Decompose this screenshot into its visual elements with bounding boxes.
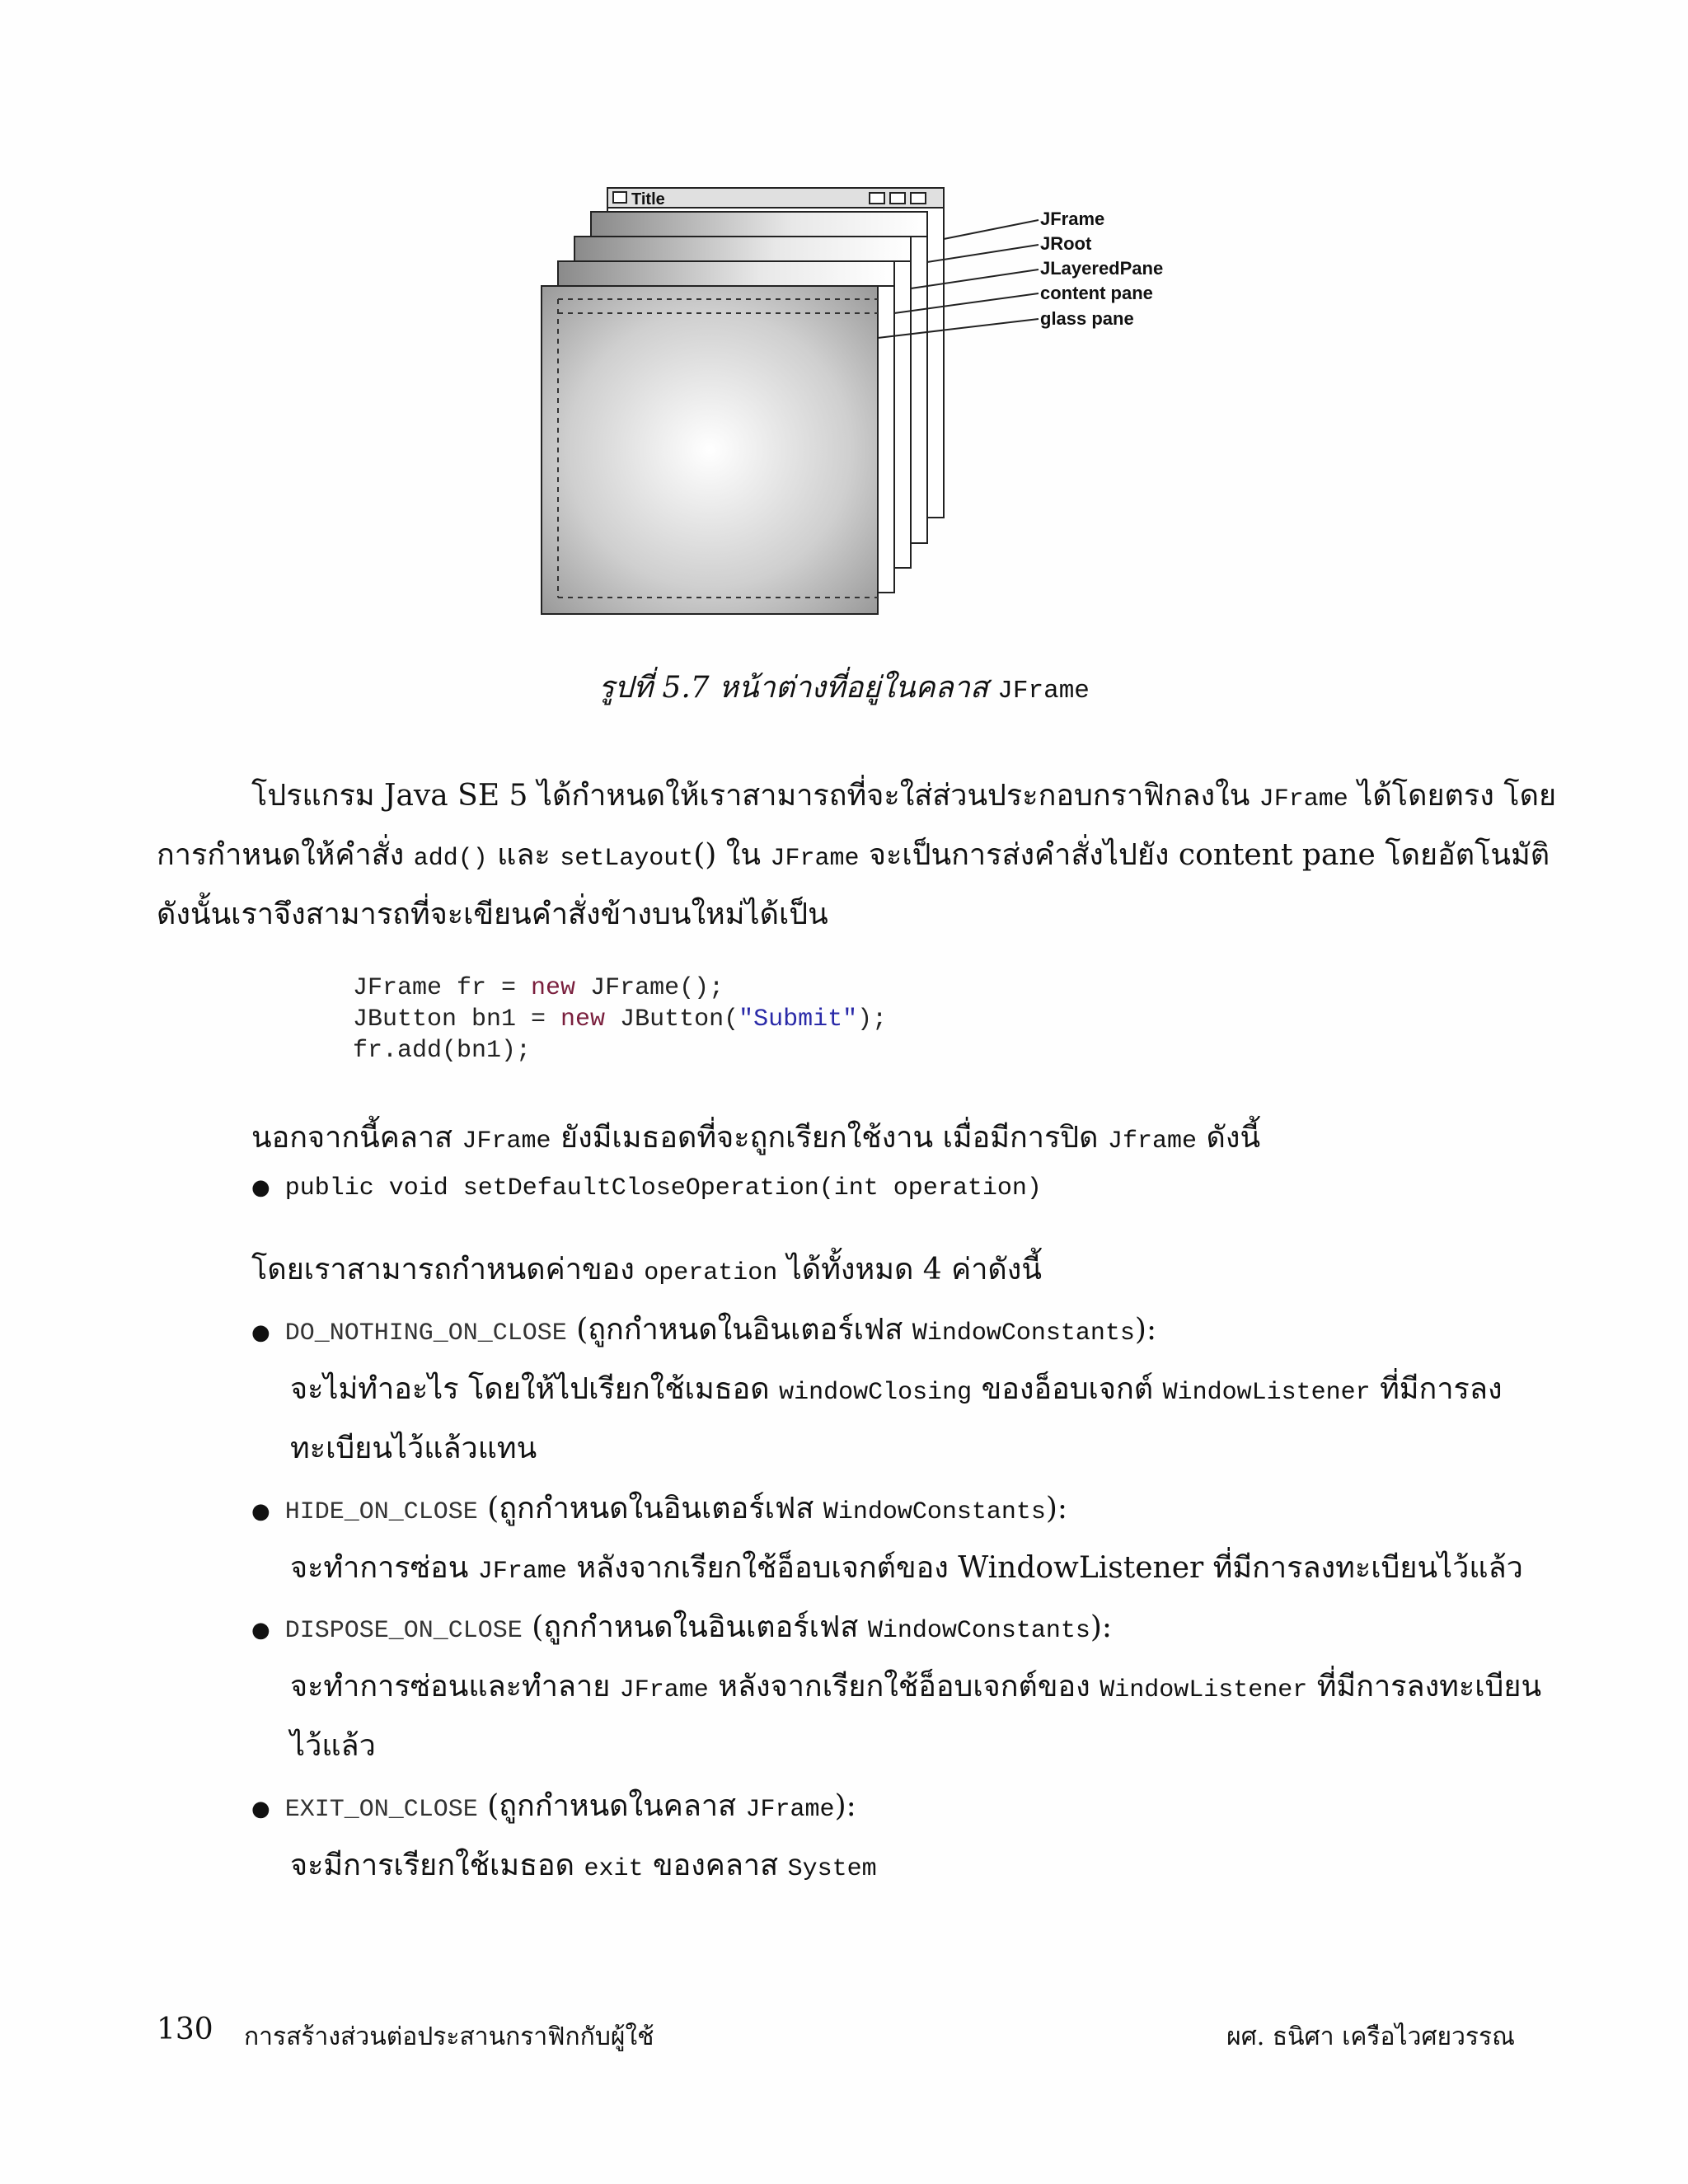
bullet-icon: ● <box>251 1797 270 1821</box>
method-bullet: ● public void setDefaultCloseOperation(int operation) <box>251 1174 1042 1202</box>
code-line-1: JFrame fr = new JFrame(); <box>353 974 724 1002</box>
bullet-icon: ● <box>251 1499 270 1524</box>
jframe-layers-figure <box>528 177 1170 622</box>
option-hide-desc1: จะทำการซ่อน JFrame หลังจากเรียกใช้อ็อบเจกต์ของ WindowListener ที่มีการลงทะเบียนไว้แล้ว <box>290 1551 1523 1586</box>
para1-line1: โปรแกรม Java SE 5 ได้กำหนดให้เราสามารถที่จะใส่ส่วนประกอบกราฟิกลงใน JFrame ได้โดยตรง โดย <box>251 779 1557 813</box>
code-block <box>353 972 887 1066</box>
para1-line3: ดังนั้นเราจึงสามารถที่จะเขียนคำสั่งข้างบนใหม่ได้เป็น <box>157 898 828 931</box>
option-do-nothing-desc1: จะไม่ทำอะไร โดยให้ไปเรียกใช้เมธอด windowClosing ของอ็อบเจกต์ WindowListener ที่มีการลง <box>290 1372 1503 1407</box>
option-exit-desc1: จะมีการเรียกใช้เมธอด exit ของคลาส System <box>290 1849 877 1883</box>
window-title: Title <box>631 190 665 209</box>
option-exit: ● EXIT_ON_CLOSE (ถูกกำหนดในคลาส JFrame): <box>251 1789 856 1824</box>
label-content-pane: content pane <box>1040 283 1153 303</box>
label-glass-pane: glass pane <box>1040 308 1134 329</box>
code-line-3: fr.add(bn1); <box>353 1037 532 1065</box>
option-dispose: ● DISPOSE_ON_CLOSE (ถูกกำหนดในอินเตอร์เฟส WindowConstants): <box>251 1610 1113 1645</box>
page-number: 130 <box>157 2013 213 2046</box>
footer-book-title: การสร้างส่วนต่อประสานกราฟิกกับผู้ใช้ <box>244 2022 654 2051</box>
glass-pane <box>542 286 878 614</box>
code-line-2: JButton bn1 = new JButton("Submit"); <box>353 1005 888 1033</box>
bullet-icon: ● <box>251 1320 270 1345</box>
option-hide: ● HIDE_ON_CLOSE (ถูกกำหนดในอินเตอร์เฟส WindowConstants): <box>251 1492 1068 1526</box>
bullet-icon: ● <box>251 1175 270 1200</box>
maximize-icon <box>890 193 905 204</box>
figure-caption: รูปที่ 5.7 หน้าต่างที่อยู่ในคลาส JFrame <box>598 671 1090 705</box>
option-dispose-desc1: จะทำการซ่อนและทำลาย JFrame หลังจากเรียกใช้อ็อบเจกต์ของ WindowListener ที่มีการลงทะเบียน <box>290 1670 1542 1704</box>
option-do-nothing-desc2: ทะเบียนไว้แล้วแทน <box>290 1432 537 1465</box>
para2: นอกจากนี้คลาส JFrame ยังมีเมธอดที่จะถูกเรียกใช้งาน เมื่อมีการปิด Jframe ดังนี้ <box>251 1121 1261 1155</box>
minimize-icon <box>870 193 884 204</box>
label-jframe: JFrame <box>1040 209 1105 229</box>
para1-line2: การกำหนดให้คำสั่ง add() และ setLayout() ใน JFrame จะเป็นการส่งคำสั่งไปยัง content pane โดยอัตโนมัติ <box>157 838 1550 873</box>
para3: โดยเราสามารถกำหนดค่าของ operation ได้ทั้งหมด 4 ค่าดังนี้ <box>251 1253 1042 1287</box>
option-dispose-desc2: ไว้แล้ว <box>290 1729 376 1763</box>
label-jroot: JRoot <box>1040 233 1092 254</box>
close-icon <box>911 193 926 204</box>
footer-author: ผศ. ธนิศา เครือไวศยวรรณ <box>1226 2022 1515 2051</box>
bullet-icon: ● <box>251 1618 270 1643</box>
label-jlayeredpane: JLayeredPane <box>1040 258 1164 279</box>
option-do-nothing: ● DO_NOTHING_ON_CLOSE (ถูกกำหนดในอินเตอร์เฟส WindowConstants): <box>251 1313 1157 1347</box>
